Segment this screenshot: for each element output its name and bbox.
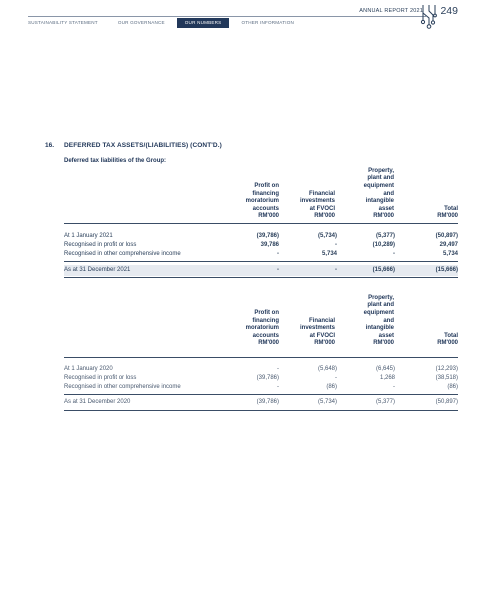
table-2020-top-rule: [64, 357, 458, 358]
table-2021-mid-rule: [64, 261, 458, 262]
column-header-financial-investments: Financial investments at FVOCI RM'000: [299, 317, 335, 347]
top-navigation: [28, 18, 314, 28]
column-header-financial-investments: Financial investments at FVOCI RM'000: [299, 190, 335, 220]
table-2020-bottom-rule: [64, 410, 458, 411]
section-number: 16.: [45, 142, 55, 149]
nav-our-numbers[interactable]: OUR NUMBERS: [177, 18, 230, 28]
table-row: Recognised in profit or loss 39,786 - (10,289) 29,497: [64, 242, 458, 248]
table-2020-header: [64, 291, 458, 348]
table-2021-header: [64, 164, 458, 221]
column-header-property-plant-equipment: Property, plant and equipment and intangible asset RM'000: [363, 294, 394, 347]
table-row: Recognised in other comprehensive income - 5,734 - 5,734: [64, 251, 458, 257]
nav-other-information[interactable]: OTHER INFORMATION: [241, 20, 295, 25]
circuit-logo-icon: [420, 5, 438, 29]
table-row: At 1 January 2020 - (5,648) (6,645) (12,293): [64, 366, 458, 372]
section-subtitle: Deferred tax liabilities of the Group:: [64, 158, 167, 164]
column-header-total: Total RM'000: [437, 205, 458, 220]
table-row: Recognised in profit or loss (39,786) - 1,268 (38,518): [64, 375, 458, 381]
report-title: ANNUAL REPORT 2021: [359, 8, 423, 14]
table-2021-top-rule: [64, 223, 458, 224]
table-row: Recognised in other comprehensive income - (86) - (86): [64, 384, 458, 390]
column-header-profit-on-financing: Profit on financing moratorium accounts RM'000: [245, 183, 279, 220]
nav-sustainability-statement[interactable]: SUSTAINABILITY STATEMENT: [28, 20, 98, 25]
table-row: At 1 January 2021 (39,786) (5,734) (5,377) (50,897): [64, 233, 458, 239]
table-total-row: As at 31 December 2020 (39,786) (5,734) (5,377) (50,897): [64, 399, 458, 405]
column-header-property-plant-equipment: Property, plant and equipment and intangible asset RM'000: [363, 167, 394, 220]
header-rule: [28, 16, 426, 17]
page-number: 249: [440, 5, 458, 17]
section-title: DEFERRED TAX ASSETS/(LIABILITIES) (CONT'D.): [64, 142, 222, 149]
table-total-row: As at 31 December 2021 - - (15,666) (15,666): [64, 265, 458, 276]
column-header-profit-on-financing: Profit on financing moratorium accounts RM'000: [245, 310, 279, 347]
column-header-total: Total RM'000: [437, 332, 458, 347]
nav-our-governance[interactable]: OUR GOVERNANCE: [117, 20, 165, 25]
table-2021-bottom-rule: [64, 277, 458, 278]
table-2020-mid-rule: [64, 394, 458, 395]
